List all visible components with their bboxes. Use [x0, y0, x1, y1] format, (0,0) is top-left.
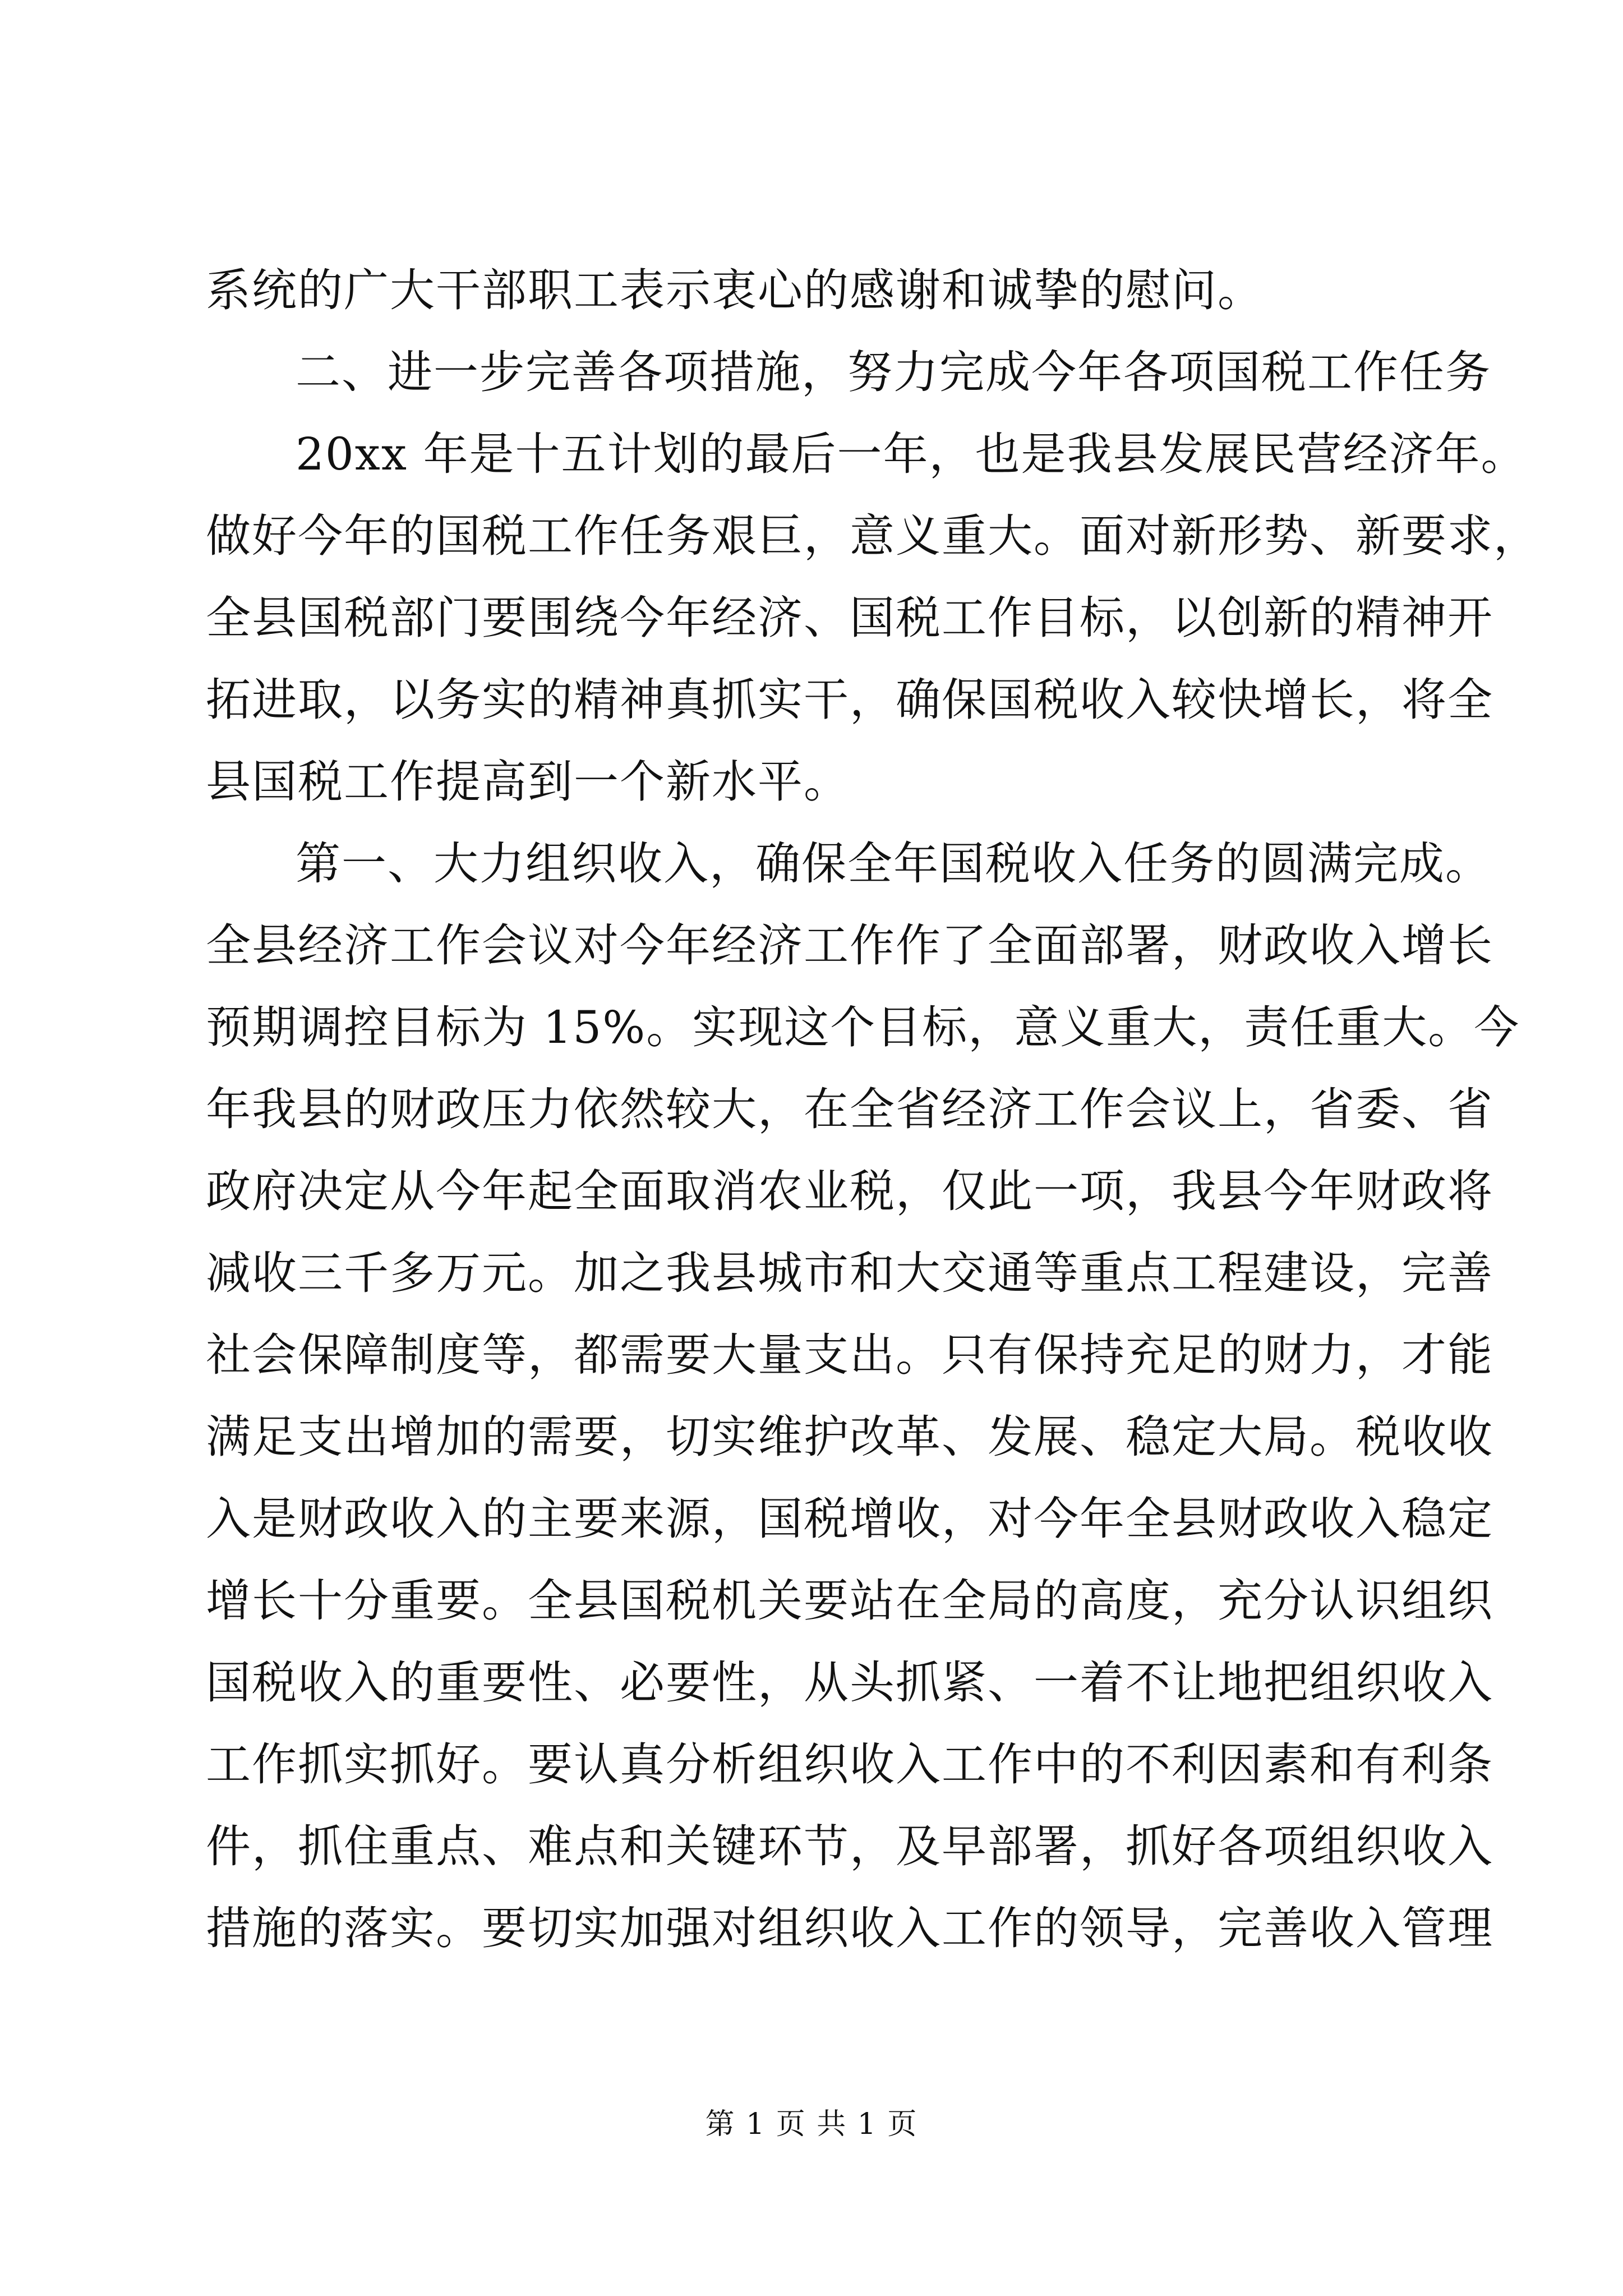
text-line: 20xx 年是十五计划的最后一年，也是我县发展民营经济年。: [296, 428, 1527, 480]
text-line: 满足支出增加的需要，切实维护改革、发展、稳定大局。税收收: [206, 1411, 1493, 1463]
text-line: 二、进一步完善各项措施，努力完成今年各项国税工作任务: [296, 346, 1491, 398]
text-line: 措施的落实。要切实加强对组织收入工作的领导，完善收入管理: [206, 1902, 1493, 1954]
text-line: 全县国税部门要围绕今年经济、国税工作目标，以创新的精神开: [206, 592, 1493, 644]
text-line: 县国税工作提高到一个新水平。: [206, 756, 850, 808]
text-line: 做好今年的国税工作任务艰巨，意义重大。面对新形势、新要求，: [206, 510, 1539, 562]
text-line: 拓进取，以务实的精神真抓实干，确保国税收入较快增长，将全: [206, 674, 1493, 726]
text-line: 全县经济工作会议对今年经济工作作了全面部署，财政收入增长: [206, 919, 1493, 972]
text-line: 系统的广大干部职工表示衷心的感谢和诚挚的慰问。: [206, 264, 1264, 316]
text-line: 增长十分重要。全县国税机关要站在全局的高度，充分认识组织: [206, 1575, 1493, 1627]
page-footer: 第 1 页 共 1 页: [705, 2108, 918, 2141]
text-line: 年我县的财政压力依然较大，在全省经济工作会议上，省委、省: [206, 1083, 1493, 1135]
text-line: 政府决定从今年起全面取消农业税，仅此一项，我县今年财政将: [206, 1165, 1493, 1217]
text-line: 社会保障制度等，都需要大量支出。只有保持充足的财力，才能: [206, 1329, 1493, 1381]
text-line: 工作抓实抓好。要认真分析组织收入工作中的不利因素和有利条: [206, 1738, 1493, 1791]
text-line: 第一、大力组织收入，确保全年国税收入任务的圆满完成。: [296, 838, 1491, 890]
text-line: 件，抓住重点、难点和关键环节，及早部署，抓好各项组织收入: [206, 1820, 1493, 1872]
document-body: [206, 250, 1539, 1970]
text-line: 国税收入的重要性、必要性，从头抓紧、一着不让地把组织收入: [206, 1657, 1493, 1709]
text-line: 减收三千多万元。加之我县城市和大交通等重点工程建设，完善: [206, 1247, 1493, 1299]
text-line: 预期调控目标为 15%。实现这个目标，意义重大，责任重大。今: [206, 1001, 1520, 1053]
text-line: 入是财政收入的主要来源，国税增收，对今年全县财政收入稳定: [206, 1493, 1493, 1545]
